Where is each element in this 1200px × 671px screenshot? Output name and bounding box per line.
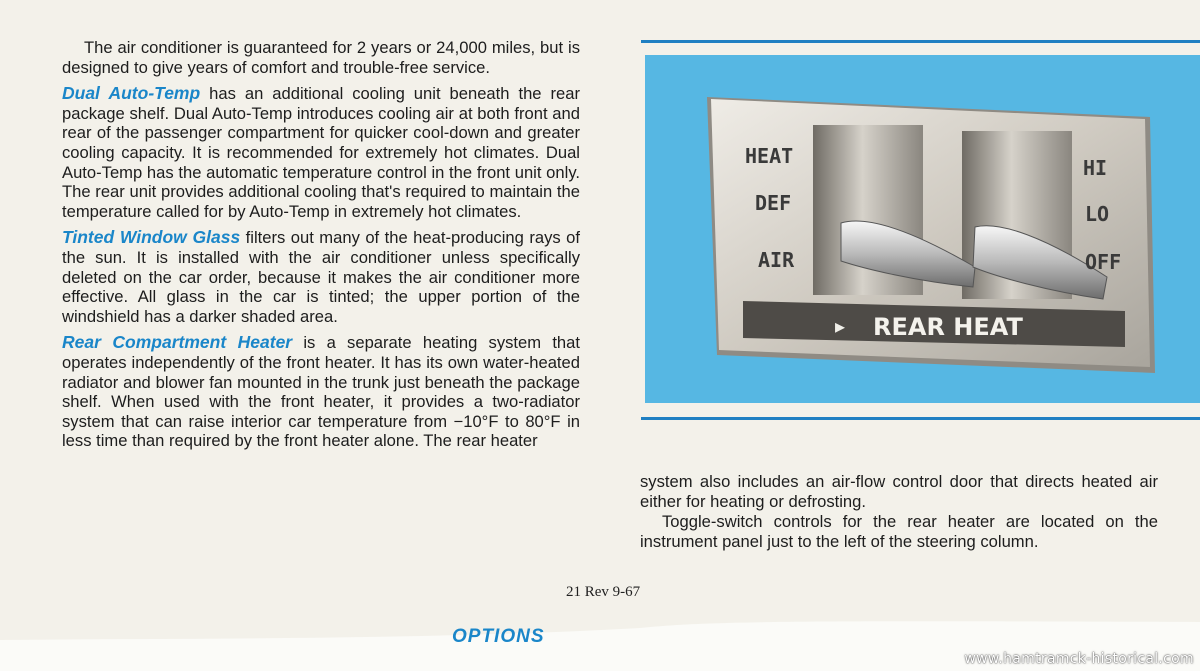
def-label: DEF [755, 191, 792, 215]
dual-auto-temp-paragraph [62, 84, 580, 221]
right-text-column [640, 472, 1158, 552]
heat-label: HEAT [745, 144, 794, 168]
tinted-glass-paragraph [62, 228, 580, 326]
tinted-glass-text: filters out many of the heat-producing rays of the sun. It is installed with the air conditioner unless specifically deleted on the car order, because it makes the air conditioner more effective. All glass in the car is tinted; the upper portion of the windshield has a darker shaded area. [62, 228, 580, 326]
page-number: 21 Rev 9-67 [566, 584, 641, 600]
rear-heater-paragraph [62, 333, 580, 451]
watermark-text: www.hamtramck-historical.com [964, 651, 1194, 667]
dual-auto-temp-heading: Dual Auto-Temp [62, 83, 201, 104]
off-label: OFF [1085, 250, 1122, 274]
continuation-paragraph: system also includes an air-flow control door that directs heated air either for heating or defrosting. [640, 472, 1158, 511]
top-blue-rule [641, 40, 1200, 43]
air-label: AIR [758, 248, 795, 272]
bottom-blue-rule [641, 417, 1200, 420]
dual-auto-temp-text: has an additional cooling unit beneath the rear package shelf. Dual Auto-Temp introduces cooling air at both front and rear of the passenger compartment for quicker cool-down and greater cooling capacity. It is recommended for extremely hot climates. Dual Auto-Temp has the automatic temperature control in the front unit only. The rear unit provides additional cooling that's required to maintain the temperature called for by Auto-Temp in extremely hot climates. [62, 84, 580, 221]
rear-heater-text: is a separate heating system that operates independently of the front heater. It has its own water-heated radiator and blower fan mounted in the trunk just beneath the package shelf. When used with the front heater, it provides a two-radiator system that can raise interior car temperature from −10°F to 80°F in less time than required by the front heater alone. The rear heater [62, 333, 580, 451]
hi-label: HI [1083, 156, 1108, 180]
toggle-switch-paragraph: Toggle-switch controls for the rear heater are located on the instrument panel just to the left of the steering column. [640, 512, 1158, 551]
control-panel-illustration [645, 55, 1200, 403]
left-text-column [62, 38, 580, 458]
section-tab-label: OPTIONS [452, 626, 545, 647]
control-panel-photo [645, 55, 1200, 403]
tinted-glass-heading: Tinted Window Glass [62, 227, 241, 248]
indicator-arrow-icon: ▸ [835, 316, 846, 338]
lo-label: LO [1085, 202, 1110, 226]
rear-heat-label: REAR HEAT [873, 313, 1023, 341]
rear-heater-heading: Rear Compartment Heater [62, 332, 293, 353]
intro-paragraph: The air conditioner is guaranteed for 2 years or 24,000 miles, but is designed to give years of comfort and trouble-free service. [62, 38, 580, 77]
